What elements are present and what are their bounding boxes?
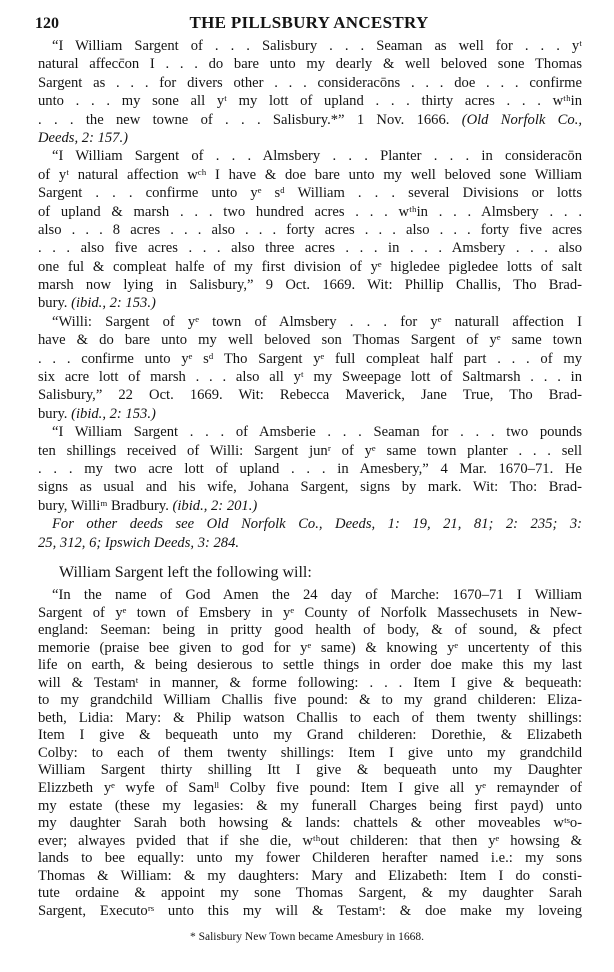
line-text: have & do bare unto my well beloved son Thomas Sargent of yᵉ same town: [38, 332, 582, 349]
text-line: [38, 780, 582, 798]
will-text: [38, 587, 582, 920]
text-line: [38, 885, 582, 903]
text-line: [38, 903, 582, 921]
text-line: [38, 313, 582, 331]
footnote: * Salisbury New Town became Amesbury in 1668.: [189, 931, 425, 943]
line-text: Sargent of yᵉ town of Emsbery in yᵉ County of Norfolk Massechusets in New-: [38, 604, 582, 621]
text-line: [38, 423, 582, 441]
line-text: six acre lott of marsh . . . also all yᵗ my Sweepage lott of Saltmarsh . . . in: [38, 369, 582, 386]
text-line: [38, 798, 582, 816]
line-text: Thomas & William: & my daughters: Mary and Elizabeth: Item I do consti-: [38, 867, 582, 884]
text-line: [38, 405, 582, 423]
text-line: [38, 657, 582, 675]
text-line: [38, 147, 582, 165]
text-line: [38, 762, 582, 780]
citation-text: (Old Norfolk Co.,: [461, 111, 583, 128]
line-text: of upland & marsh . . . two hundred acres . . . wᵗʰin . . . Almsbery . . .: [38, 203, 582, 220]
line-text: Sargent, Executoʳˢ unto this my will & Testamᵗ: & doe make my loveing: [38, 902, 582, 919]
line-text: “I William Sargent . . . of Amsberie . . . Seaman for . . . two pounds: [52, 424, 582, 441]
line-text: “I William Sargent of . . . Almsbery . . . Planter . . . in consideracōn: [52, 148, 582, 165]
text-line: [38, 675, 582, 693]
line-text: ten shillings received of Willi: Sargent junʳ of yᵉ same town planter . . . sell: [38, 442, 582, 459]
line-text: . . . my two acre lott of upland . . . in Amesbery,” 4 Mar. 1670–71. He: [38, 460, 582, 477]
text-line: [38, 692, 582, 710]
line-text: of yᵗ natural affection wᶜʰ I have & doe bare unto my well beloved sone William: [38, 166, 582, 183]
running-head: THE PILLSBURY ANCESTRY: [189, 13, 429, 32]
text-line: [38, 460, 582, 478]
line-text: lands to bee equally: unto my fower Childeren herafter named i.e.: my sons: [38, 850, 582, 867]
will-heading: William Sargent left the following will:: [59, 564, 312, 581]
text-line: [38, 239, 582, 257]
text-line: [38, 276, 582, 294]
line-text: marsh now lying in Salisbury,” 9 Oct. 1669. Wit: Phillip Challis, Tho Brad-: [38, 277, 582, 294]
text-line: [38, 710, 582, 728]
text-line: [38, 640, 582, 658]
deed-abstracts: [38, 37, 582, 552]
citation-text: For other deeds see Old Norfolk Co., Deeds, 1: 19, 21, 81; 2: 235; 3:: [52, 516, 582, 533]
text-line: [38, 55, 582, 73]
line-text: signs as usual and his wife, Johana Sargent, signs by mark. Wit: Tho: Brad-: [38, 479, 582, 496]
citation-text: (ibid., 2: 153.): [71, 405, 156, 422]
line-text: Sargent . . . confirme unto yᵉ sᵈ William . . . several Divisions or lotts: [38, 185, 582, 202]
line-text: natural affecc̄on I . . . do bare unto my dearly & well beloved sone Thomas: [38, 56, 582, 73]
line-text: my daughter Sarah both howsing & lands: chattels & other moveables wᵗˢo-: [38, 815, 582, 832]
line-text: . . . confirme unto yᵉ sᵈ Tho Sargent yᵉ full compleat half part . . . of my: [38, 350, 582, 367]
text-line: [38, 478, 582, 496]
line-text: bury.: [38, 295, 72, 312]
line-text: “Willi: Sargent of yᵉ town of Almsbery . . . for yᵉ naturall affection I: [52, 313, 582, 330]
text-line: [38, 745, 582, 763]
text-line: [38, 331, 582, 349]
line-text: memorie (praise bee given to god for yᵉ same) & knowing yᵉ uncertenty of this: [38, 639, 582, 656]
line-text: will & Testamᵗ in manner, & forme following: . . . Item I give & bequeath:: [38, 674, 582, 691]
text-line: [38, 515, 582, 533]
line-text: . . . also five acres . . . also three acres . . . in . . . Amsbery . . . also: [38, 240, 582, 257]
line-text: Sargent as . . . for divers other . . . consideracōns . . . doe . . . confirme: [38, 74, 582, 91]
line-text: tute ordaine & appoint my sone Thomas Sargent, & my daughter Sarah: [38, 885, 582, 902]
citation-text: (ibid., 2: 153.): [71, 295, 156, 312]
text-line: [38, 587, 582, 605]
line-text: William Sargent thirty shilling Itt I give & bequeath unto my Daughter: [38, 762, 582, 779]
line-text: my estate (these my legasies: & my funerall Charges being first payd) unto: [38, 797, 582, 814]
line-text: Colby: to each of them twenty shillings: Item I give unto my grandchild: [38, 744, 582, 761]
line-text: england: Seeman: being in pritty good health of body, & of sound, & pfect: [38, 622, 582, 639]
citation-text: Deeds, 2: 157.): [38, 129, 128, 146]
line-text: bury, Williᵐ Bradbury.: [38, 497, 173, 514]
text-line: [38, 184, 582, 202]
page-number: 120: [35, 15, 59, 32]
line-text: Elizzbeth yᵉ wyfe of Samˡˡ Colby five pound: Item I give all yᵉ remaynder of: [38, 780, 582, 797]
text-line: [38, 497, 582, 515]
line-text: life on earth, & being desierous to settle things in order doe make this my last: [38, 657, 582, 674]
line-text: Item I give & bequeath unto my Grand childeren: Dorethie, & Elizabeth: [38, 727, 582, 744]
page-header: [35, 13, 583, 37]
text-line: [38, 850, 582, 868]
text-line: [38, 605, 582, 623]
line-text: bury.: [38, 405, 72, 422]
line-text: unto . . . my sone all yᵗ my lott of upland . . . thirty acres . . . wᵗʰin: [38, 93, 582, 110]
text-line: [38, 386, 582, 404]
text-line: [38, 350, 582, 368]
text-line: [38, 622, 582, 640]
text-line: [38, 815, 582, 833]
line-text: to my grandchild William Challis five pound: & to my grand childeren: Eliza-: [38, 692, 582, 709]
text-line: [38, 111, 582, 129]
text-line: [38, 129, 582, 147]
text-line: [38, 221, 582, 239]
text-line: [38, 727, 582, 745]
line-text: beth, Lidia: Mary: & Philip watson Challis to each of them twenty shillings:: [38, 709, 582, 726]
text-line: [38, 92, 582, 110]
text-line: [38, 442, 582, 460]
line-text: “In the name of God Amen the 24 day of Marche: 1670–71 I William: [52, 587, 582, 603]
line-text: “I William Sargent of . . . Salisbury . . . Seaman as well for . . . yᵗ: [52, 38, 582, 54]
text-line: [38, 534, 582, 552]
text-line: [38, 37, 582, 55]
text-line: [38, 166, 582, 184]
text-line: [38, 294, 582, 312]
text-line: [38, 833, 582, 851]
text-line: [38, 868, 582, 886]
citation-text: (ibid., 2: 201.): [172, 497, 258, 514]
line-text: ever; alwayes pvided that if she die, wᵗʰout childeren: that then yᵉ howsing &: [38, 832, 582, 849]
line-text: one ful & compleat halfe of my first division of yᵉ higledee pigledee lotts of salt: [38, 258, 582, 275]
text-line: [38, 368, 582, 386]
line-text: Salisbury,” 22 Oct. 1669. Wit: Rebecca Maverick, Jane True, Tho Brad-: [38, 387, 582, 404]
line-text: also . . . 8 acres . . . also . . . forty acres . . . also . . . forty five acres: [38, 221, 582, 238]
text-line: [38, 74, 582, 92]
line-text: . . . the new towne of . . . Salisbury.*” 1 Nov. 1666.: [38, 111, 462, 128]
citation-text: 25, 312, 6; Ipswich Deeds, 3: 284.: [38, 534, 240, 551]
text-line: [38, 258, 582, 276]
text-line: [38, 203, 582, 221]
